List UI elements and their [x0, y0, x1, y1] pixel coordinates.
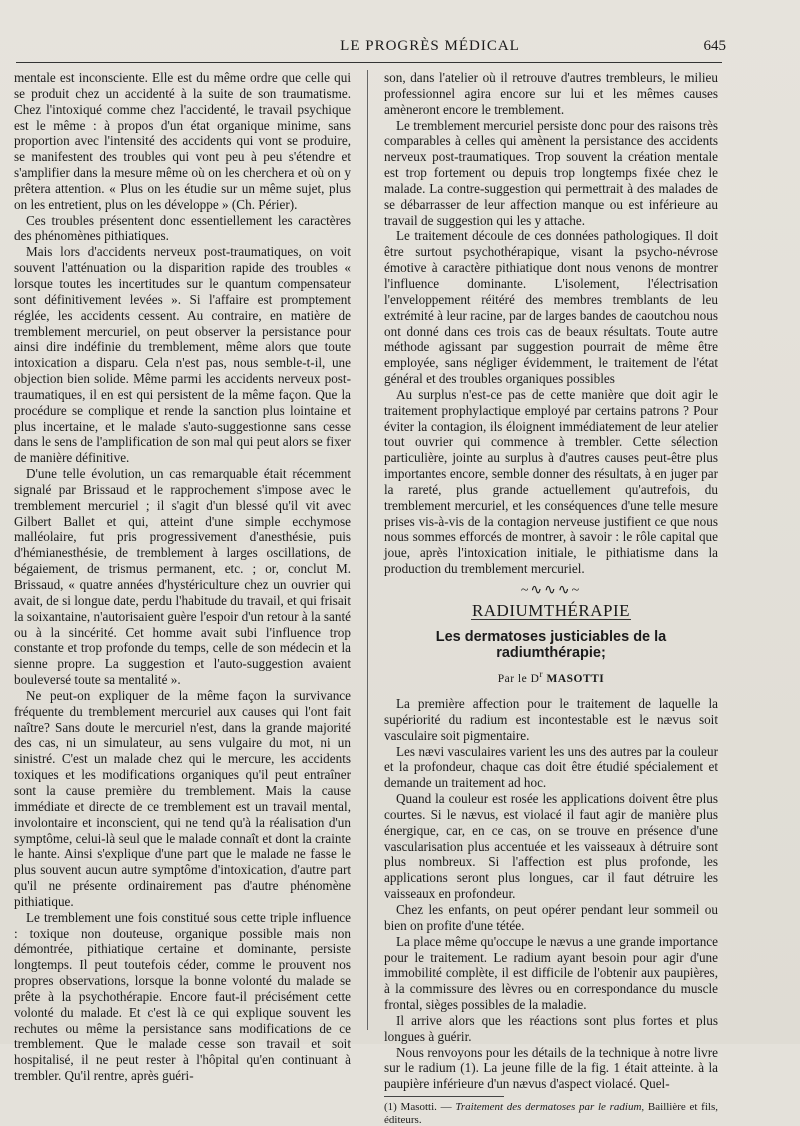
paragraph: Le tremblement mercuriel persiste donc pour des raisons très comparables à celles qui amènent la persistance des accidents nerveux post-traumatiques. Trop souvent la création mentale est trop fortement ou depuis trop longtemps fixée chez le malade. La contre-suggestion qui permettrait à des malades de se débarrasser de leur affection manque ou est inférieure au travail de suggestion qui les y attache. — [384, 117, 718, 228]
paragraph: Au surplus n'est-ce pas de cette manière que doit agir le traitement prophylactique employé par certains patrons ? Pour éviter la contagion, ils éloignent immédiatement de leur atelier tout ouvrier qui commence à trembler. Cette sélection particulière, jointe au surplus à d'autres causes peut-être plus importantes encore, semble donner des résultats, à en juger par la rareté, plus grande actuellement qu'autrefois, du tremblement mercuriel, et les conséquences d'une telle mesure prises vis-à-vis de la contagion nerveuse justifient ce que nous nous sommes efforcés de montrer, à savoir : le rôle capital que joue, après l'intoxication initiale, le pithiatisme dans la production du tremblement mercuriel. — [384, 386, 718, 577]
footnote-rule — [384, 1096, 504, 1097]
author-name: MASOTTI — [546, 673, 605, 686]
footnote-title: Traitement des dermatoses par le radium, — [455, 1101, 645, 1114]
journal-title: LE PROGRÈS MÉDICAL — [340, 38, 520, 54]
footnote-marker: (1) Masotti. — — [384, 1101, 452, 1114]
paragraph: Ces troubles présentent donc essentiellement les caractères des phénomènes pithiatiques. — [14, 212, 351, 244]
paragraph: Le tremblement une fois constitué sous cette triple influence : toxique non douteuse, organique possible mais non démontrée, pithiatique certaine et dominante, persiste longtemps. Il peut toutefois céder, comme le prouvent nos propres observations, lorsque la bonne volonté du malade se prête à la psychothérapie. Encore faut-il précisément cette volonté du malade. Et c'est là ce qui explique souvent les rechutes ou même la persistance sans modifications de ce tremblement. Que le malade cesse son travail et soit hospitalisé, il ne peut rester à l'hôpital qu'en continuant à trembler. Qu'il rentre, après guéri- — [14, 909, 351, 1084]
paragraph: Chez les enfants, on peut opérer pendant leur sommeil ou bien on profite d'une tétée. — [384, 902, 718, 933]
section-heading: RADIUMTHÉRAPIE — [471, 600, 631, 620]
author-prefix: Par le D — [497, 673, 540, 686]
paragraph: La place même qu'occupe le nævus a une grande importance pour le traitement. Le radium ayant besoin pour agir d'une immobilité complète, il est difficile de l'obtenir aux paupières, à la commissure des lèvres ou en correspondance du muscle frontal, sièges possibles de la maladie. — [384, 933, 718, 1013]
section-ornament: ~∿∿∿~ — [520, 583, 582, 598]
article-title: Les dermatoses justiciables de la radiumthérapie; — [435, 628, 667, 661]
paragraph: D'une telle évolution, un cas remarquable était récemment signalé par Brissaud et le rapprochement s'impose avec le tremblement mercuriel ; il s'agit d'un blessé qu'il vit avec Gilbert Ballet et qui, atteint d'une simple ecchymose malléolaire, fut pris progressivement d'anesthésie, puis d'hémianesthésie, de tremblement à larges oscillations, de bégaiement, de trismus permanent, etc. ; or, conclut M. Brissaud, « quatre années d'hystériculture chez un ouvrier qui avait, de si longue date, perdu l'habitude du travail, et qui frisait la soixantaine, n'autorisaient guère l'espoir d'un retour à la santé ou à la sincérité. Cet homme avait subi l'influence trop constante et trop profonde du temps, celle de son médecin et la sienne propre. La suggestion et l'auto-suggestion avaient bouleversé toute sa mentalité ». — [14, 466, 351, 688]
page-header — [0, 36, 800, 60]
paragraph: son, dans l'atelier où il retrouve d'autres trembleurs, le milieu professionnel agira encore sur lui et les mêmes causes amèneront encore le tremblement. — [384, 70, 718, 117]
left-column — [14, 70, 351, 1084]
header-rule — [16, 62, 722, 63]
paragraph: Le traitement découle de ces données pathologiques. Il doit être surtout psychothérapique, visant la psycho-névrose émotive à caractère pithiatique dont nous venons de montrer l'influence dominante. L'isolement, l'électrisation l'enveloppement réitéré des membres tremblants de leu extrémité à leur racine, par de larges bandes de caoutchou nous ont donné dans ces trois cas de beaux résultats. Toute autre méthode agissant par suggestion pourrait de même être employée, sans négliger évidemment, le traitement de l'état général et des troubles organiques possibles — [384, 228, 718, 387]
column-separator — [367, 70, 368, 1030]
paragraph: mentale est inconsciente. Elle est du même ordre que celle qui se produit chez un accidenté à la suite de son traumatisme. Chez l'intoxiqué comme chez l'accidenté, le travail psychique est le même : à propos d'un état organique minime, sans proportion avec l'intensité des accidents qui vont se produire, se manifestent des troubles qui vont peu à peu s'étendre et s'amplifier dans la mesure même où on les cherchera et où on y prêtera attention. « Plus on les étudie sur un même sujet, plus on les entretient, plus on les développe » (Ch. Périer). — [14, 70, 351, 212]
page-number: 645 — [703, 38, 726, 54]
paragraph: Quand la couleur est rosée les applications doivent être plus courtes. Si le nævus, est violacé il faut agir de manière plus énergique, car, en ce cas, on se trouve en présence d'une vascularisation plus accentuée et les vaisseaux à détruire sont plus nombreux. Si l'affection est plus profonde, les applications seront plus longues, car il faut détruire les vaisseaux en profondeur. — [384, 791, 718, 902]
author-prefix-sup: r — [539, 669, 544, 681]
right-column-continuation — [384, 70, 718, 577]
right-column — [384, 70, 718, 1126]
article-author — [384, 667, 718, 688]
paragraph: Mais lors d'accidents nerveux post-traumatiques, on voit souvent l'atténuation ou la disparition rapide des troubles « lorsque toutes les incertitudes sur le quantum compensateur sont définitivement levées ». Si l'affaire est promptement réglée, les accidents cessent. Au contraire, en matière de tremblement mercuriel, on peut observer la persistance pour ainsi dire indéfinie du tremblement, même alors que toute intoxication a disparu. Cela n'est pas, nous semble-t-il, une objection bien solide. Même parmi les accidents nerveux post-traumatiques, il en est qui persistent de la même façon. Que la procédure se complique et rende la sanction plus lointaine et plus incertaine, et le malade s'auto-suggestionne sans cesse dans le sens de l'amplification de son mal qui peut alors se fixer de manière définitive. — [14, 244, 351, 466]
article-body — [384, 696, 718, 1092]
paragraph: Les nævi vasculaires varient les uns des autres par la couleur et la profondeur, chaque cas doit être étudié spécialement et demande un traitement ad hoc. — [384, 743, 718, 791]
paragraph: La première affection pour le traitement de laquelle la supériorité du radium est incontestable est le nævus soit vasculaire soit pigmentaire. — [384, 696, 718, 743]
footnote — [384, 1101, 718, 1126]
footnote-publisher: Baillière et fils, éditeurs. — [384, 1101, 718, 1126]
paragraph: Il arrive alors que les réactions sont plus fortes et plus longues à guérir. — [384, 1012, 718, 1044]
paragraph: Nous renvoyons pour les détails de la technique à notre livre sur le radium (1). La jeune fille de la fig. 1 était atteinte. à la paupière inférieure d'un nævus d'aspect violacé. Quel- — [384, 1044, 718, 1092]
paragraph: Ne peut-on expliquer de la même façon la survivance fréquente du tremblement mercuriel aux causes qui l'ont fait naître? Sans doute le mercuriel n'est, dans la grande majorité des cas, ni un simulateur, au sens vulgaire du mot, ni un sinistré. C'est un malade chez qui le mercure, les accidents toxiques et les modifications organiques qu'il peut entraîner sont la cause première du tremblement. Mais la cause immédiate et directe de ce tremblement est un travail mental, involontaire et inconscient, qui ne tend qu'à la réalisation d'un symptôme, celui-là seul que le malade connaît et dont la crainte le hante. Ainsi s'explique d'une part que le malade ne fasse le plus souvent aucun autre symptôme d'intoxication, d'autre part qu'il ne présente ordinairement pas d'autre phénomène pithiatique. — [14, 687, 351, 909]
